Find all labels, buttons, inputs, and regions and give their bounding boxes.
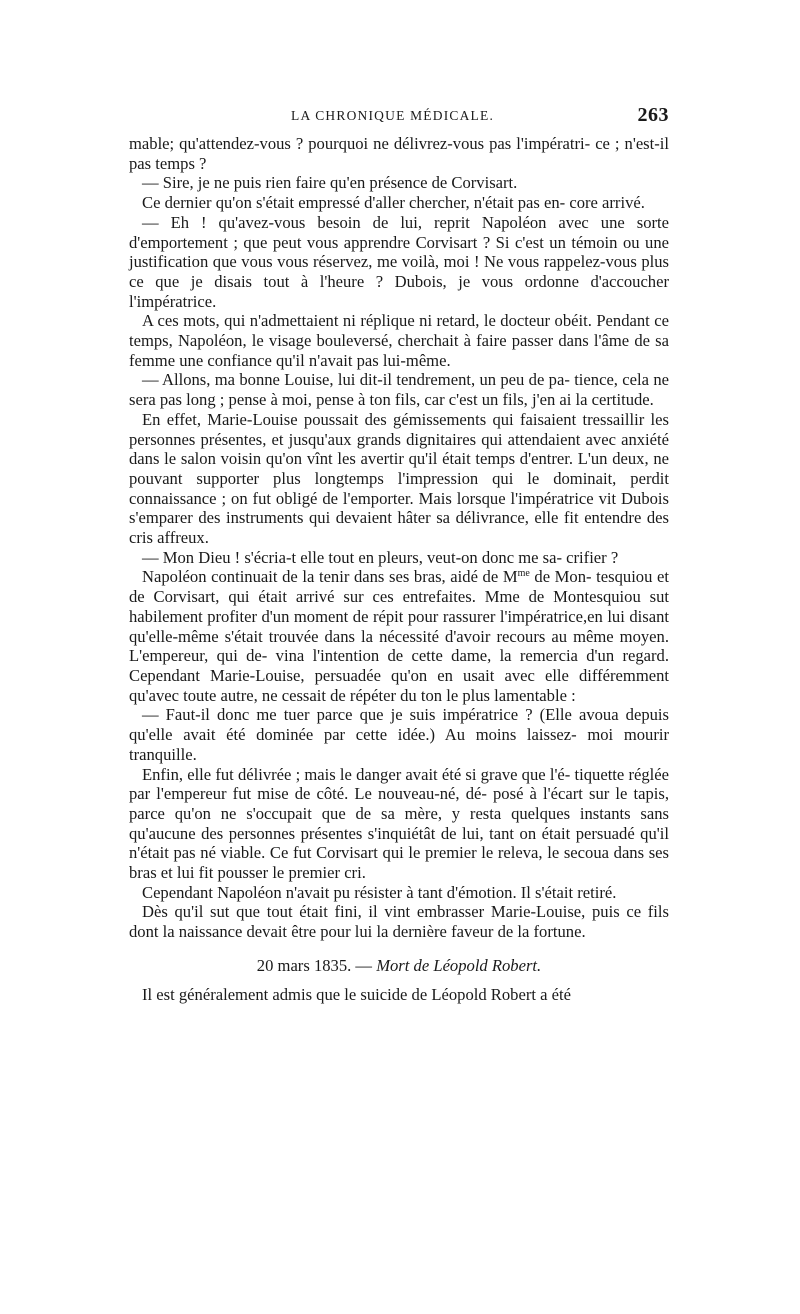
paragraph: Cependant Napoléon n'avait pu résister à tant d'émotion. Il s'était retiré. [142, 882, 617, 902]
paragraph: En effet, Marie-Louise poussait des gémissements qui faisaient tressaillir les personnes présentes, et jusqu'aux grands dignitaires qui attendaient avec anxiété dans le salon voisin qu'on vînt les avertir qu'il était temps d'entrer. L'un deux, ne pouvant supporter plus longtemps l'impression qui le dominait, perdit connaissance ; on fut obligé de l'emporter. Mais lorsque l'impératrice vit Dubois s'emparer des instruments qui devaient hâter sa délivrance, elle fit entendre des cris affreux. [129, 409, 669, 548]
paragraph: A ces mots, qui n'admettaient ni réplique ni retard, le docteur obéit. Pendant ce temps, Napoléon, le visage bouleversé, cherchait à faire passer dans l'âme de sa femme une confiance qu'il n'avait pas lui-même. [129, 311, 669, 370]
paragraph: Dès qu'il sut que tout était fini, il vint embrasser Marie-Louise, puis ce fils dont la naissance devait être pour lui la dernière faveur de la fortune. [129, 902, 669, 942]
paragraph: Ce dernier qu'on s'était empressé d'aller chercher, n'était pas en- core arrivé. [142, 193, 645, 213]
paragraph: mable; qu'attendez-vous ? pourquoi ne délivrez-vous pas l'impératri- ce ; n'est-il pas temps ? [129, 134, 669, 173]
paragraph: Il est généralement admis que le suicide de Léopold Robert a été [142, 984, 571, 1004]
section-date: 20 mars 1835. — [256, 955, 373, 975]
paragraph: — Eh ! qu'avez-vous besoin de lui, reprit Napoléon avec une sorte d'emportement ; que peut vous apprendre Corvisart ? Si c'est un témoin ou une justification que vous vous réservez, me voilà, moi ! Ne vous rappelez-vous plus ce que je disais tout à l'heure ? Dubois, je vous ordonne d'accoucher l'impératrice. [129, 212, 669, 311]
running-title: LA CHRONIQUE MÉDICALE. [291, 108, 495, 123]
section-title: Mort de Léopold Robert. [376, 955, 542, 975]
paragraph: Enfin, elle fut délivrée ; mais le danger avait été si grave que l'é- tiquette réglée par l'empereur fut mise de côté. Le nouveau-né, dé- posé à l'écart sur le tapis, parce qu'on ne s'occupait que de sa mère, y resta quelques instants sans qu'aucune des personnes présentes s'inquiétât de lui, tant on était persuadé qu'il n'était pas né viable. Ce fut Corvisart qui le premier le releva, le secoua dans ses bras et lui fit pousser le premier cri. [129, 764, 669, 883]
paragraph: — Mon Dieu ! s'écria-t elle tout en pleurs, veut-on donc me sa- crifier ? [142, 547, 619, 567]
paragraph-montesquiou [129, 567, 669, 705]
book-page [129, 104, 669, 1005]
body-text [129, 134, 669, 1005]
section-heading [129, 956, 669, 976]
page-number: 263 [637, 104, 669, 126]
paragraph: — Faut-il donc me tuer parce que je suis impératrice ? (Elle avoua depuis qu'elle avait été dominée par cette idée.) Au moins laissez- moi mourir tranquille. [129, 705, 669, 764]
paragraph-text: de Mon- tesquiou et de Corvisart, qui était arrivé sur ces entrefaites. Mme de Montesquiou sut habilement profiter d'un moment de répit pour rassurer l'impératrice,en lui disant qu'elle-même s'était trouvée dans la nécessité d'avoir recours au même moyen. L'empereur, qui de- vina l'intention de cette dame, la remercia d'un regard. Cependant Marie-Louise, persuadée qu'on en usait avec elle différemment qu'avec toute autre, ne cessait de répéter du ton le plus lamentable : [129, 567, 669, 705]
paragraph-text: Napoléon continuait de la tenir dans ses bras, aidé de M [142, 567, 518, 587]
running-head [129, 104, 669, 134]
paragraph: — Allons, ma bonne Louise, lui dit-il tendrement, un peu de pa- tience, cela ne sera pas long ; pense à moi, pense à ton fils, car c'est un fils, j'en ai la certitude. [129, 370, 669, 410]
superscript: me [517, 568, 530, 580]
paragraph: — Sire, je ne puis rien faire qu'en présence de Corvisart. [142, 173, 518, 193]
